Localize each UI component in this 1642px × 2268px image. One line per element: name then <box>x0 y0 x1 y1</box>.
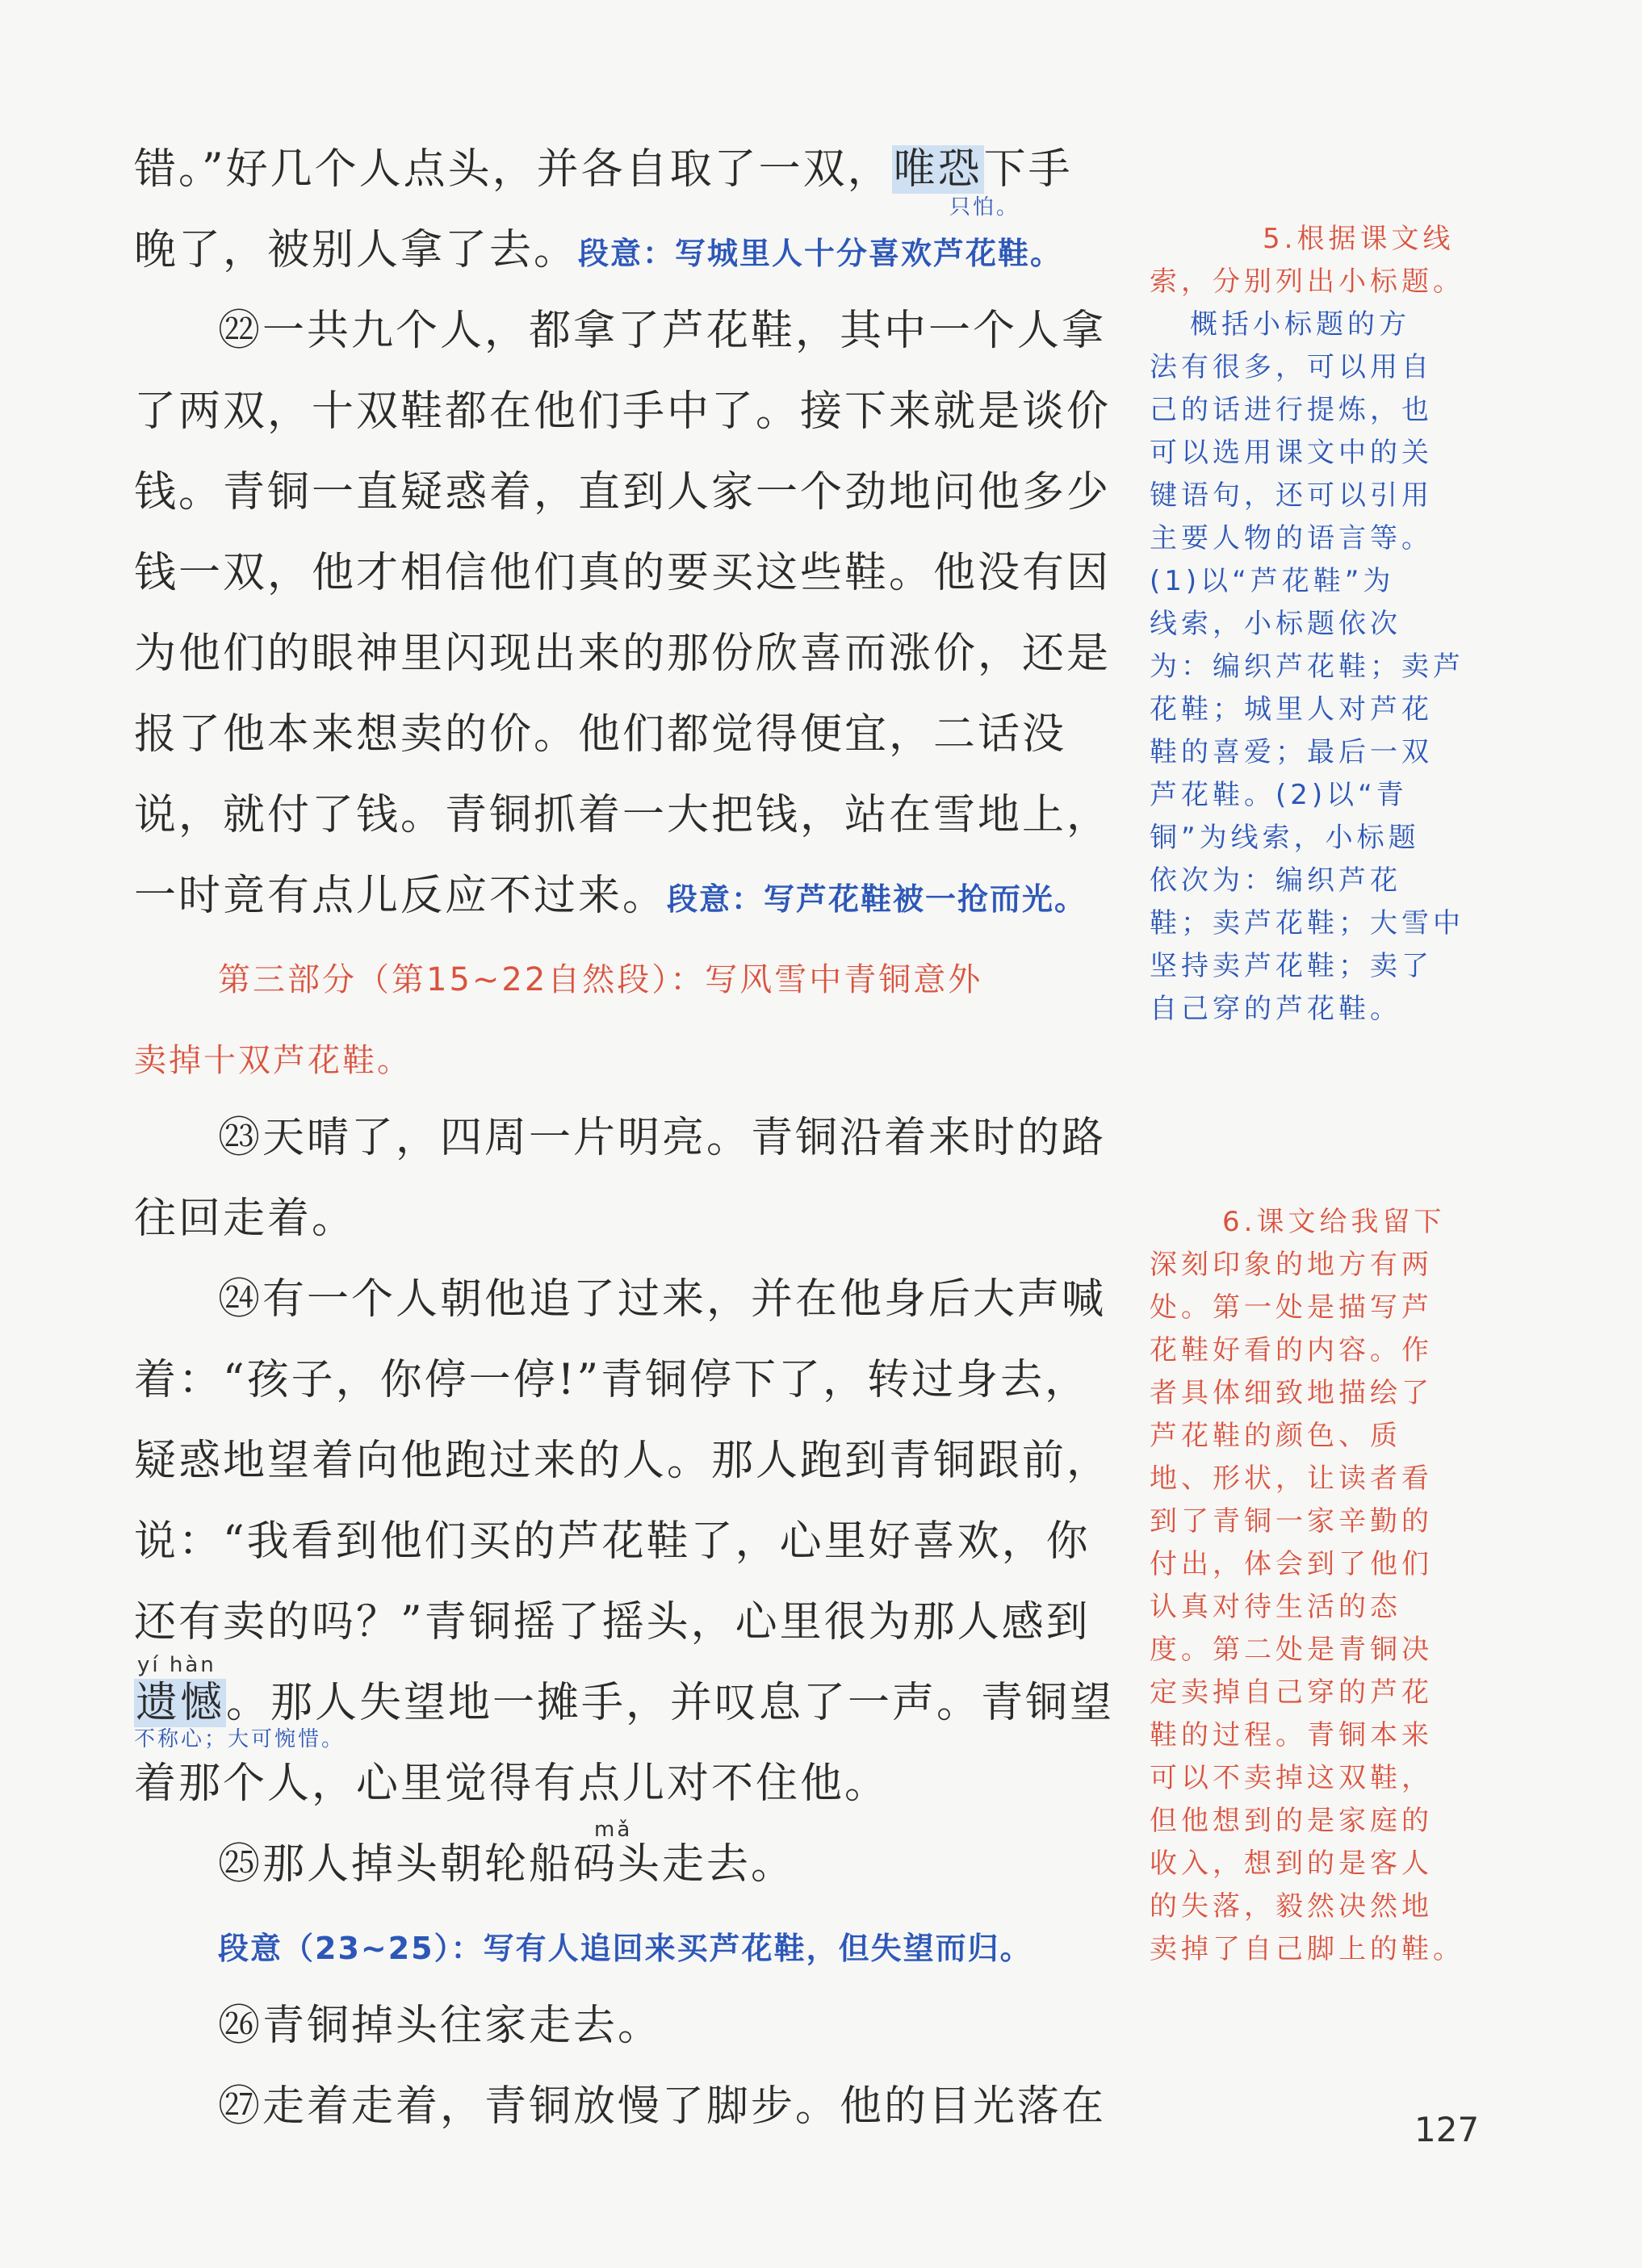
side-note-question-5: 5.根据课文线 索，分别列出小标题。 概括小标题的方 法有很多，可以用自 己的话进行提炼，也 可以选用课文中的关 键语句，还可以引用 主要人物的语言等。 (1)以“芦花鞋”为 线索，小标题依次 为：编织芦花鞋；卖芦 花鞋；城里人对芦花 鞋的喜爱；最后一双 芦花鞋。(2)以“青 铜”为线索，小标题 依次为：编织芦花 鞋；卖芦花鞋；大雪中 坚持卖芦花鞋；卖了 自己穿的芦花鞋。 <box>1150 223 1464 1025</box>
text-line-8: 报了他本来想卖的价。他们都觉得便宜，二话没 <box>134 710 1067 759</box>
paragraph-summary: 段意：写城里人十分喜欢芦花鞋。 <box>578 236 1063 271</box>
text-line-1: 错。”好几个人点头，并各自取了一双，唯恐下手 只怕。 <box>134 145 1073 220</box>
highlighted-word-weikong: 唯恐 <box>893 145 982 194</box>
text-line-13: ㉔有一个人朝他追了过来，并在他身后大声喊 <box>218 1275 1107 1324</box>
text-line-12: 往回走着。 <box>134 1195 357 1243</box>
word-note-yihan: 不称心；大可惋惜。 <box>134 1727 346 1751</box>
text-line-18: 遗憾。那人失望地一摊手，并叹息了一声。青铜望 不称心；大可惋惜。 <box>134 1679 1115 1751</box>
text-line-10: 一时竟有点儿反应不过来。段意：写芦花鞋被一抢而光。 <box>134 872 1087 920</box>
text-line-22: ㉗走着走着，青铜放慢了脚步。他的目光落在 <box>218 2082 1107 2131</box>
side-note-question-6: 6.课文给我留下 深刻印象的地方有两 处。第一处是描写芦 花鞋好看的内容。作 者具体细致地描绘了 芦花鞋的颜色、质 地、形状，让读者看 到了青铜一家辛勤的 付出，体会到了他们 认真对待生活的态 度。第二处是青铜决 定卖掉自己穿的芦花 鞋的过程。青铜本来 可以不卖掉这双鞋， 但他想到的是家庭的 收入，想到的是客人 的失落，毅然决然地 卖掉了自己脚上的鞋。 <box>1150 1206 1464 1965</box>
paragraph-summary: 段意：写芦花鞋被一抢而光。 <box>667 881 1087 917</box>
part-summary-line-1: 第三部分（第15~22自然段）：写风雪中青铜意外 <box>218 961 983 998</box>
text-line-21: ㉖青铜掉头往家走去。 <box>218 2002 663 2050</box>
text-line-20: ㉕那人掉头朝轮船码头走去。 mǎ <box>218 1818 796 1889</box>
highlighted-word-yihan: 遗憾 <box>136 1679 225 1727</box>
text-line-6: 钱一双，他才相信他们真的要买这些鞋。他没有因 <box>134 549 1112 597</box>
text-line-5: 钱。青铜一直疑惑着，直到人家一个劲地问他多少 <box>134 468 1112 517</box>
text-line-7: 为他们的眼神里闪现出来的那份欣喜而涨价，还是 <box>134 630 1112 678</box>
text-line-11: ㉓天晴了，四周一片明亮。青铜沿着来时的路 <box>218 1114 1107 1162</box>
part-summary-line-2: 卖掉十双芦花鞋。 <box>134 1042 412 1079</box>
word-note-weikong: 只怕。 <box>949 195 1020 220</box>
text-line-3: ㉒一共九个人，都拿了芦花鞋，其中一个人拿 <box>218 307 1107 355</box>
pinyin-ma: mǎ <box>594 1818 633 1842</box>
text-line-17: 还有卖的吗？”青铜摇了摇头，心里很为那人感到 yí hàn <box>134 1598 1091 1677</box>
paragraph-summary-23-25: 段意（23~25）：写有人追回来买芦花鞋，但失望而归。 <box>218 1931 1033 1966</box>
pinyin-yihan: yí hàn <box>137 1653 216 1677</box>
text-line-4: 了两双，十双鞋都在他们手中了。接下来就是谈价 <box>134 387 1112 436</box>
text-line-15: 疑惑地望着向他跑过来的人。那人跑到青铜跟前， <box>134 1437 1112 1485</box>
text-line-14: 着：“孩子，你停一停!”青铜停下了，转过身去， <box>134 1356 1090 1404</box>
main-text <box>134 129 1139 2147</box>
text-line-9: 说，就付了钱。青铜抓着一大把钱，站在雪地上， <box>134 791 1112 839</box>
text-line-16: 说：“我看到他们买的芦花鞋了，心里好喜欢，你 <box>134 1517 1091 1566</box>
page-number: 127 <box>1414 2110 1480 2149</box>
text-line-19: 着那个人，心里觉得有点儿对不住他。 <box>134 1760 890 1808</box>
text-line-2: 晚了，被别人拿了去。段意：写城里人十分喜欢芦花鞋。 <box>134 226 1063 274</box>
